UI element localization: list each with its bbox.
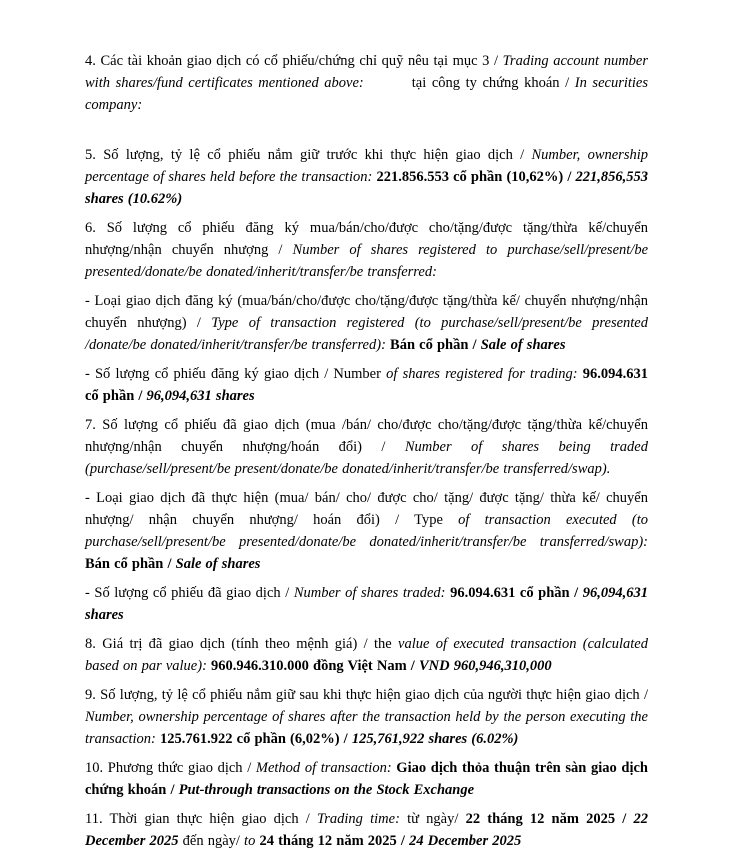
- text-run: 24 tháng 12 năm 2025 /: [259, 833, 410, 849]
- text-run: value of executed transaction (calculated based on par value):: [85, 636, 648, 674]
- text-run: 125,761,922 shares (6.02%): [351, 731, 519, 747]
- text-run: 125.761.922 cổ phần (6,02%) /: [160, 731, 352, 747]
- paragraph-item-8-transaction-value: [85, 633, 648, 677]
- paragraph-item-7-shares-traded: [85, 414, 648, 480]
- text-run: Number of shares registered to purchase/sell/present/be presented/donate/be donated/inherit/transfer/be transferred:: [85, 242, 649, 280]
- text-run: 8. Giá trị đã giao dịch (tính theo mệnh giá) / the: [85, 636, 399, 652]
- text-run: Giao dịch thỏa thuận trên sàn giao dịch chứng khoán /: [85, 760, 648, 798]
- text-run: Number of shares traded:: [293, 585, 451, 601]
- paragraph-item-6a-type-of-transaction-registered: [85, 290, 648, 356]
- text-run: 96.094.631 cổ phần /: [85, 366, 648, 404]
- text-run: In securities company:: [85, 75, 649, 113]
- text-run: 96.094.631 cổ phần /: [450, 585, 583, 601]
- text-run: VND 960,946,310,000: [418, 658, 552, 674]
- document-body: [85, 50, 648, 852]
- text-run: Number, ownership percentage of shares held before the transaction:: [85, 147, 648, 185]
- text-run: 4. Các tài khoản giao dịch có cổ phiếu/chứng chỉ quỹ nêu tại mục 3 /: [85, 53, 503, 69]
- text-run: 6. Số lượng cổ phiếu đăng ký mua/bán/cho/được cho/tặng/được tặng/thừa kế/chuyển nhượng/nhận chuyển nhượng /: [85, 220, 648, 258]
- blank-account-number-space: [364, 86, 412, 87]
- paragraph-item-7a-type-of-transaction-executed: [85, 487, 648, 575]
- text-run: to: [244, 833, 260, 849]
- text-run: 24 December 2025: [409, 833, 522, 849]
- text-run: từ ngày/: [407, 811, 466, 827]
- text-run: tại công ty chứng khoán /: [411, 75, 575, 91]
- text-run: Method of transaction:: [255, 760, 397, 776]
- text-run: 960.946.310.000 đồng Việt Nam /: [211, 658, 419, 674]
- text-run: Sale of shares: [480, 337, 566, 353]
- text-run: /: [167, 556, 176, 572]
- text-run: of transaction executed (to purchase/sell/present/be presented/donate/be donated/inherit/transfer/be transferred/swap):: [85, 512, 648, 550]
- text-run: - Số lượng cổ phiếu đã giao dịch /: [85, 585, 294, 601]
- text-run: Trading time:: [317, 811, 408, 827]
- text-run: 96,094,631 shares: [146, 388, 255, 404]
- text-run: 22 December 2025: [85, 811, 648, 849]
- paragraph-item-10-method-of-transaction: [85, 757, 648, 801]
- text-run: 10. Phương thức giao dịch /: [85, 760, 256, 776]
- text-run: Bán cổ phần: [85, 556, 168, 572]
- text-run: - Loại giao dịch đăng ký (mua/bán/cho/được cho/tặng/được tặng/thừa kế/ chuyển nhượng/nhận chuyển nhượng) /: [85, 293, 648, 331]
- text-run: Bán cổ phần /: [390, 337, 481, 353]
- text-run: đến ngày/: [178, 833, 245, 849]
- text-run: of shares registered for trading:: [386, 366, 583, 382]
- text-run: 22 tháng 12 năm 2025 /: [465, 811, 634, 827]
- paragraph-item-4-trading-accounts: [85, 50, 648, 116]
- text-run: 9. Số lượng, tỷ lệ cổ phiếu nắm giữ sau khi thực hiện giao dịch của người thực hiện giao dịch /: [85, 687, 648, 703]
- text-run: Type of transaction registered (to purchase/sell/present/be presented /donate/be donated/inherit/transfer/be transferred):: [85, 315, 648, 353]
- paragraph-item-6-shares-registered: [85, 217, 648, 283]
- text-run: 96,094,631 shares: [85, 585, 648, 623]
- text-run: Number of shares being traded (purchase/sell/present/be present/donate/be donated/inherit/transfer/be transferred/swap).: [85, 439, 648, 477]
- text-run: Number, ownership percentage of shares after the transaction held by the person executing the transaction:: [85, 709, 648, 747]
- text-run: - Loại giao dịch đã thực hiện (mua/ bán/ cho/ được cho/ tặng/ được tặng/ thừa kế/ chuyển nhượng/ nhận chuyển nhượng/ hoán đổi) / Type: [85, 490, 648, 528]
- text-run: 7. Số lượng cổ phiếu đã giao dịch (mua /bán/ cho/được cho/tặng/được tặng/thừa kế/chuyển nhượng/nhận chuyển nhượng/hoán đổi) /: [85, 417, 648, 455]
- paragraph-item-11-trading-time: [85, 808, 648, 852]
- text-run: Put-through transactions on the Stock Exchange: [178, 782, 475, 798]
- text-run: 11. Thời gian thực hiện giao dịch /: [85, 811, 317, 827]
- paragraph-item-7b-number-of-shares-traded: [85, 582, 648, 626]
- text-run: 221.856.553 cổ phần (10,62%) /: [376, 169, 576, 185]
- paragraph-item-5-shares-before-transaction: [85, 144, 648, 210]
- paragraph-item-9-shares-after-transaction: [85, 684, 648, 750]
- text-run: 5. Số lượng, tỷ lệ cổ phiếu nắm giữ trước khi thực hiện giao dịch /: [85, 147, 532, 163]
- paragraph-item-6b-shares-registered-for-trading: [85, 363, 648, 407]
- text-run: - Số lượng cổ phiếu đăng ký giao dịch / Number: [85, 366, 387, 382]
- text-run: 221,856,553 shares (10.62%): [85, 169, 649, 207]
- text-run: Trading account number with shares/fund certificates mentioned above:: [85, 53, 648, 91]
- text-run: Sale of shares: [175, 556, 261, 572]
